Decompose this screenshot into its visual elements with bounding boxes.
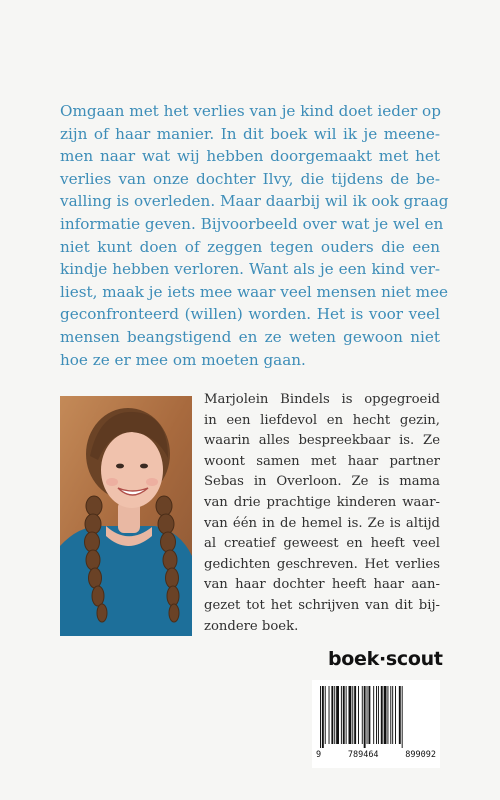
barcode-bar [331,686,333,744]
blurb-line: niet kunt doen of zeggen tegen ouders die een [60,237,440,256]
bio-line: van één in de hemel is. Ze is altijd [204,515,440,531]
barcode-bar [399,686,401,744]
barcode-bar [390,686,391,744]
barcode-bar [325,686,326,744]
blurb-line: men naar wat wij hebben doorgemaakt met het [60,147,440,166]
bio-line: gedichten geschreven. Het verlies [204,556,440,572]
author-bio [204,390,440,637]
barcode-bar [320,686,321,748]
bio-line: van haar dochter heeft haar aan- [204,577,440,593]
isbn-prefix: 9 [316,750,322,760]
blurb-line: informatie geven. Bijvoorbeeld over wat je wel en [60,214,444,233]
blurb-line: geconfronteerd (willen) worden. Het is voor veel [60,305,440,324]
barcode-bar [336,686,339,744]
barcode-bars [318,686,434,748]
barcode-bar [376,686,377,744]
blurb-line: zijn of haar manier. In dit boek wil ik je meene- [60,124,440,143]
bio-line: gezet tot het schrijven van dit bij- [204,597,440,613]
barcode-bar [341,686,342,744]
barcode-bar [367,686,368,744]
bio-line: van drie prachtige kinderen waar- [204,494,440,510]
barcode-bar [392,686,393,744]
barcode-bar [395,686,396,744]
bio-line: waarin alles bespreekbaar is. Ze [204,433,440,449]
barcode-bar [378,686,379,744]
barcode-bar [402,686,403,748]
barcode-bar [322,686,324,748]
bio-line: in een liefdevol en hecht gezin, [204,412,440,428]
publisher-logo: boek·scout [328,648,443,670]
blurb-line: valling is overleden. Maar daarbij wil ik ook graag [60,192,449,211]
barcode-bar [334,686,335,744]
barcode-bar [373,686,374,744]
blurb-line: Omgaan met het verlies van je kind doet ieder op [60,102,441,120]
bio-line: al creatief geweest en heeft veel [204,536,440,552]
author-portrait-illustration [60,396,192,636]
isbn-barcode [312,680,440,768]
author-photo [60,396,192,636]
bio-line: zondere boek. [204,618,299,634]
bio-line: woont samen met haar partner [204,453,440,469]
isbn-group-1: 789464 [347,750,379,760]
barcode-bar [346,686,347,744]
bio-line: Marjolein Bindels is opgegroeid [204,392,440,407]
barcode-bar [352,686,353,744]
blurb-line: hoe ze er mee om moeten gaan. [60,350,306,369]
barcode-bar [329,686,330,744]
barcode-bar [354,686,356,744]
barcode-bar [362,686,363,744]
barcode-bar [368,686,370,744]
blurb-line: kindje hebben verloren. Want als je een kind ver- [60,260,440,279]
blurb-line: verlies van onze dochter Ilvy, die tijdens de be- [60,169,440,188]
barcode-bar [364,686,366,748]
isbn-group-2: 899092 [405,750,436,760]
isbn-number [312,750,440,760]
back-cover-blurb [60,100,449,371]
barcode-bar [381,686,383,744]
bio-line: Sebas in Overloon. Ze is mama [204,474,440,490]
blurb-line: liest, maak je iets mee waar veel mensen niet mee [60,282,449,301]
barcode-bar [358,686,359,744]
barcode-bar [343,686,345,744]
barcode-bar [387,686,388,744]
barcode-bar [349,686,352,744]
barcode-bar [384,686,387,744]
blurb-line: mensen beangstigend en ze weten gewoon niet [60,327,440,346]
